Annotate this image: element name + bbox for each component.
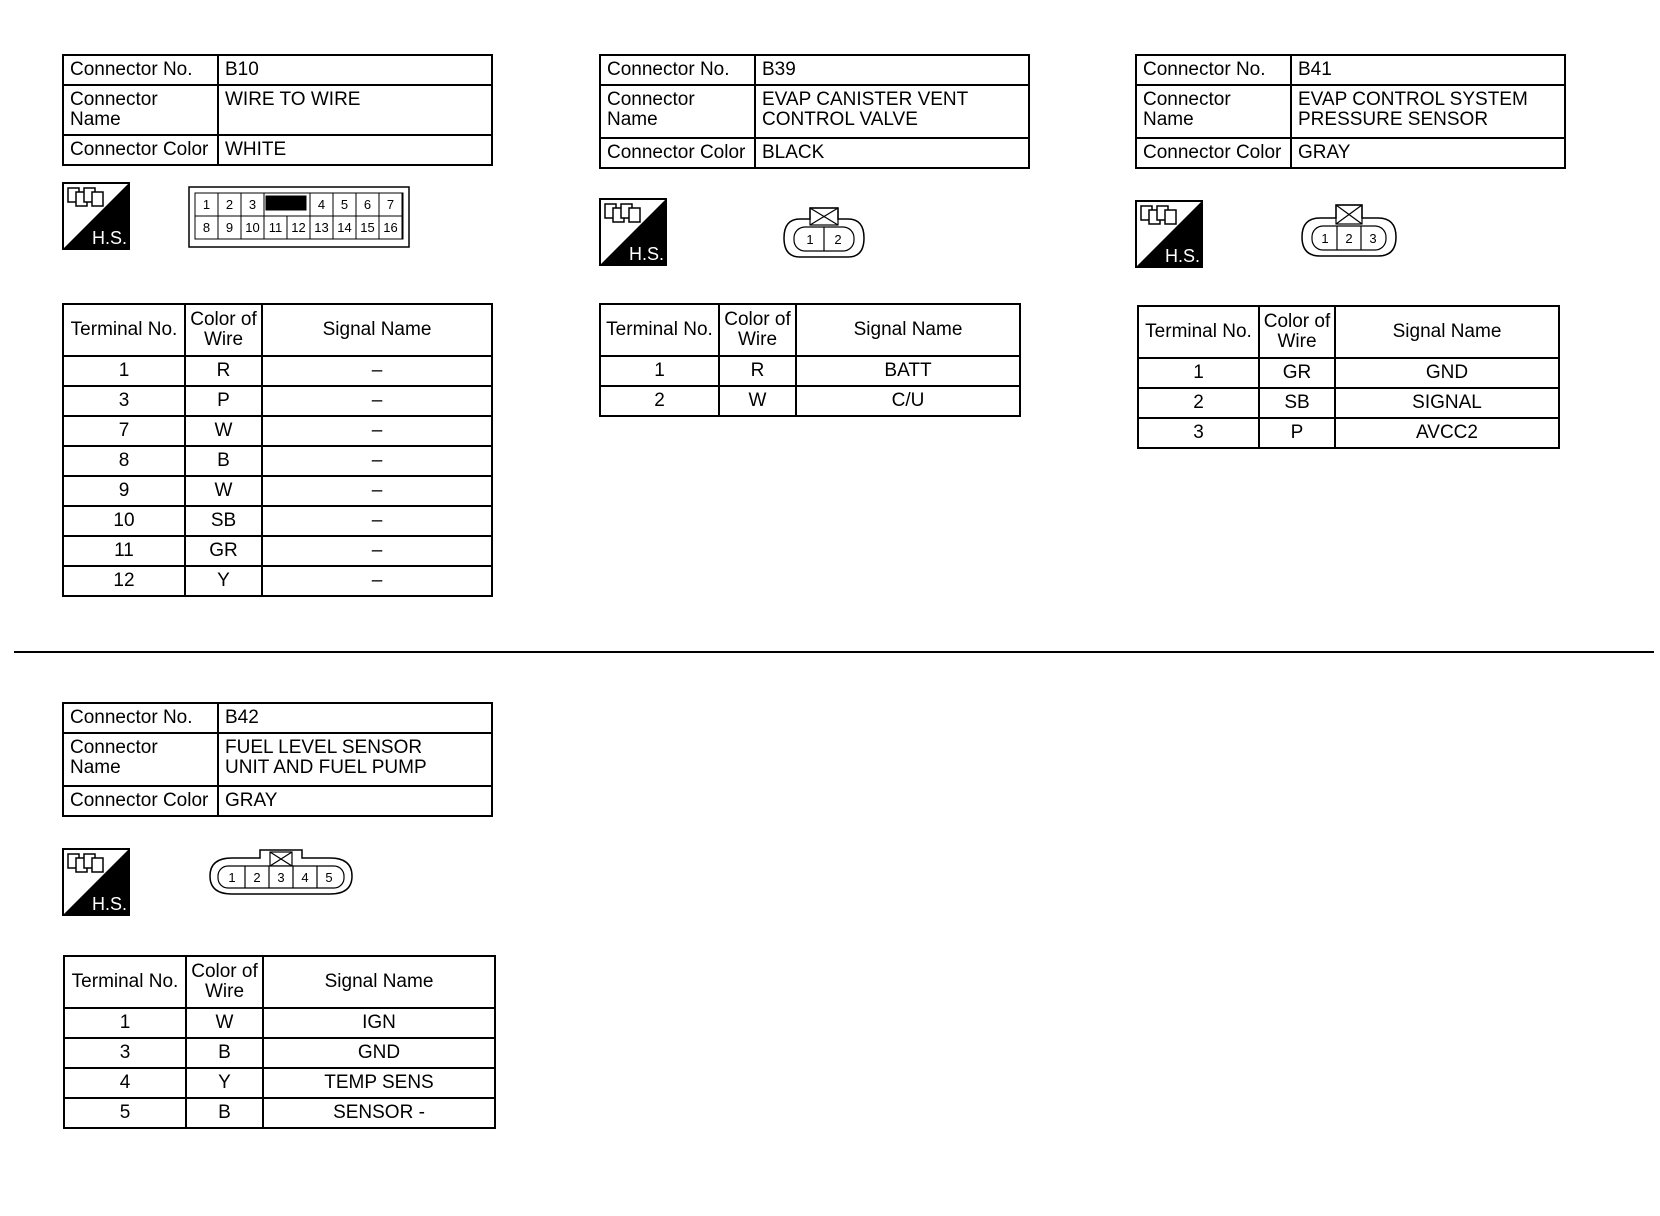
pin-12: 12 xyxy=(291,220,306,235)
connector-b41-info xyxy=(1135,54,1566,169)
info-row-no xyxy=(1136,55,1565,85)
table-row: 8 B – xyxy=(63,446,492,476)
table-row: 4 Y TEMP SENS xyxy=(64,1068,495,1098)
info-row-color xyxy=(600,138,1029,168)
terminal-table xyxy=(599,303,1021,417)
signal-name-header: Signal Name xyxy=(796,304,1020,356)
hs-label: H.S. xyxy=(92,894,128,914)
pin-1: 1 xyxy=(1321,231,1329,246)
pin-7: 7 xyxy=(386,197,395,212)
connector-no-label: Connector No. xyxy=(600,55,755,85)
pin-2: 2 xyxy=(1345,231,1353,246)
pin-10: 10 xyxy=(245,220,260,235)
connector-color-value: GRAY xyxy=(218,786,492,816)
harness-side-icon xyxy=(599,198,667,266)
pin-1: 1 xyxy=(202,197,211,212)
table-row: 1 R BATT xyxy=(600,356,1020,386)
table-row: 12 Y – xyxy=(63,566,492,596)
pin-14: 14 xyxy=(337,220,352,235)
pin-3: 3 xyxy=(248,197,257,212)
hs-label: H.S. xyxy=(92,228,128,248)
pin-2: 2 xyxy=(834,232,842,247)
section-divider xyxy=(14,651,1654,653)
connector-no-label: Connector No. xyxy=(1136,55,1291,85)
connector-name-value: EVAP CONTROL SYSTEM PRESSURE SENSOR xyxy=(1291,85,1565,138)
connector-b39-face xyxy=(782,205,866,261)
table-row: 1 W IGN xyxy=(64,1008,495,1038)
table-row: 2 SB SIGNAL xyxy=(1138,388,1559,418)
hs-label: H.S. xyxy=(629,244,665,264)
connector-name-label: Connector Name xyxy=(63,733,218,786)
terminal-no-header: Terminal No. xyxy=(600,304,719,356)
connector-no-value: B10 xyxy=(218,55,492,85)
info-row-name xyxy=(63,733,492,786)
table-row: 7 W – xyxy=(63,416,492,446)
table-row: 5 B SENSOR - xyxy=(64,1098,495,1128)
harness-side-icon xyxy=(1135,200,1203,268)
terminal-table xyxy=(63,955,496,1129)
info-table xyxy=(599,54,1030,169)
table-row: 3 P – xyxy=(63,386,492,416)
pin-3: 3 xyxy=(1369,231,1377,246)
terminal-no-header: Terminal No. xyxy=(63,304,185,356)
info-row-name xyxy=(1136,85,1565,138)
connector-no-value: B42 xyxy=(218,703,492,733)
table-row: 3 P AVCC2 xyxy=(1138,418,1559,448)
pin-4: 4 xyxy=(301,870,309,885)
connector-color-value: BLACK xyxy=(755,138,1029,168)
connector-color-value: WHITE xyxy=(218,135,492,165)
terminal-header xyxy=(63,304,492,356)
connector-color-label: Connector Color xyxy=(1136,138,1291,168)
harness-side-icon xyxy=(62,848,130,916)
connector-color-value: GRAY xyxy=(1291,138,1565,168)
signal-name-header: Signal Name xyxy=(1335,306,1559,358)
pin-9: 9 xyxy=(225,220,234,235)
info-row-no xyxy=(63,55,492,85)
connector-no-value: B41 xyxy=(1291,55,1565,85)
table-row: 1 R – xyxy=(63,356,492,386)
connector-no-label: Connector No. xyxy=(63,55,218,85)
pin-2: 2 xyxy=(225,197,234,212)
terminal-header xyxy=(600,304,1020,356)
info-table xyxy=(1135,54,1566,169)
connector-b10-info xyxy=(62,54,493,166)
terminal-header xyxy=(64,956,495,1008)
connector-b39-info xyxy=(599,54,1030,169)
terminal-header xyxy=(1138,306,1559,358)
table-row: 10 SB – xyxy=(63,506,492,536)
table-row: 3 B GND xyxy=(64,1038,495,1068)
connector-name-label: Connector Name xyxy=(600,85,755,138)
pin-6: 6 xyxy=(363,197,372,212)
connector-name-value: FUEL LEVEL SENSOR UNIT AND FUEL PUMP xyxy=(218,733,492,786)
connector-color-label: Connector Color xyxy=(63,135,218,165)
info-row-name xyxy=(63,85,492,135)
connector-b39-terminals xyxy=(599,303,1021,417)
pin-8: 8 xyxy=(202,220,211,235)
wire-color-header: Color of Wire xyxy=(186,956,263,1008)
pin-13: 13 xyxy=(314,220,329,235)
pin-1: 1 xyxy=(228,870,236,885)
wire-color-header: Color of Wire xyxy=(185,304,262,356)
connector-b41-terminals xyxy=(1137,305,1560,449)
info-row-color xyxy=(63,135,492,165)
connector-b42-terminals xyxy=(63,955,496,1129)
pin-5: 5 xyxy=(325,870,333,885)
signal-name-header: Signal Name xyxy=(263,956,495,1008)
table-row: 9 W – xyxy=(63,476,492,506)
pin-16: 16 xyxy=(383,220,398,235)
wire-color-header: Color of Wire xyxy=(1259,306,1335,358)
connector-color-label: Connector Color xyxy=(600,138,755,168)
info-row-color xyxy=(63,786,492,816)
connector-name-value: EVAP CANISTER VENT CONTROL VALVE xyxy=(755,85,1029,138)
wire-color-header: Color of Wire xyxy=(719,304,796,356)
connector-no-value: B39 xyxy=(755,55,1029,85)
key-block xyxy=(266,196,306,210)
info-table xyxy=(62,702,493,817)
table-row: 11 GR – xyxy=(63,536,492,566)
pin-1: 1 xyxy=(806,232,814,247)
pin-15: 15 xyxy=(360,220,375,235)
connector-name-value: WIRE TO WIRE xyxy=(218,85,492,135)
info-row-name xyxy=(600,85,1029,138)
connector-no-label: Connector No. xyxy=(63,703,218,733)
terminal-table xyxy=(62,303,493,597)
terminal-table xyxy=(1137,305,1560,449)
terminal-no-header: Terminal No. xyxy=(64,956,186,1008)
connector-name-label: Connector Name xyxy=(63,85,218,135)
info-row-no xyxy=(600,55,1029,85)
connector-color-label: Connector Color xyxy=(63,786,218,816)
connector-b10-terminals xyxy=(62,303,493,597)
table-row: 1 GR GND xyxy=(1138,358,1559,388)
pin-3: 3 xyxy=(277,870,285,885)
info-table xyxy=(62,54,493,166)
pin-2: 2 xyxy=(253,870,261,885)
pin-5: 5 xyxy=(340,197,349,212)
info-row-no xyxy=(63,703,492,733)
signal-name-header: Signal Name xyxy=(262,304,492,356)
pin-11: 11 xyxy=(268,220,283,235)
hs-label: H.S. xyxy=(1165,246,1201,266)
connector-name-label: Connector Name xyxy=(1136,85,1291,138)
info-row-color xyxy=(1136,138,1565,168)
connector-b42-face xyxy=(208,848,354,898)
connector-b10-face xyxy=(188,186,410,248)
connector-b10-pins xyxy=(195,193,402,239)
connector-b41-face xyxy=(1300,202,1398,260)
table-row: 2 W C/U xyxy=(600,386,1020,416)
harness-side-icon xyxy=(62,182,130,250)
connector-b42-info xyxy=(62,702,493,817)
pin-4: 4 xyxy=(317,197,326,212)
terminal-no-header: Terminal No. xyxy=(1138,306,1259,358)
